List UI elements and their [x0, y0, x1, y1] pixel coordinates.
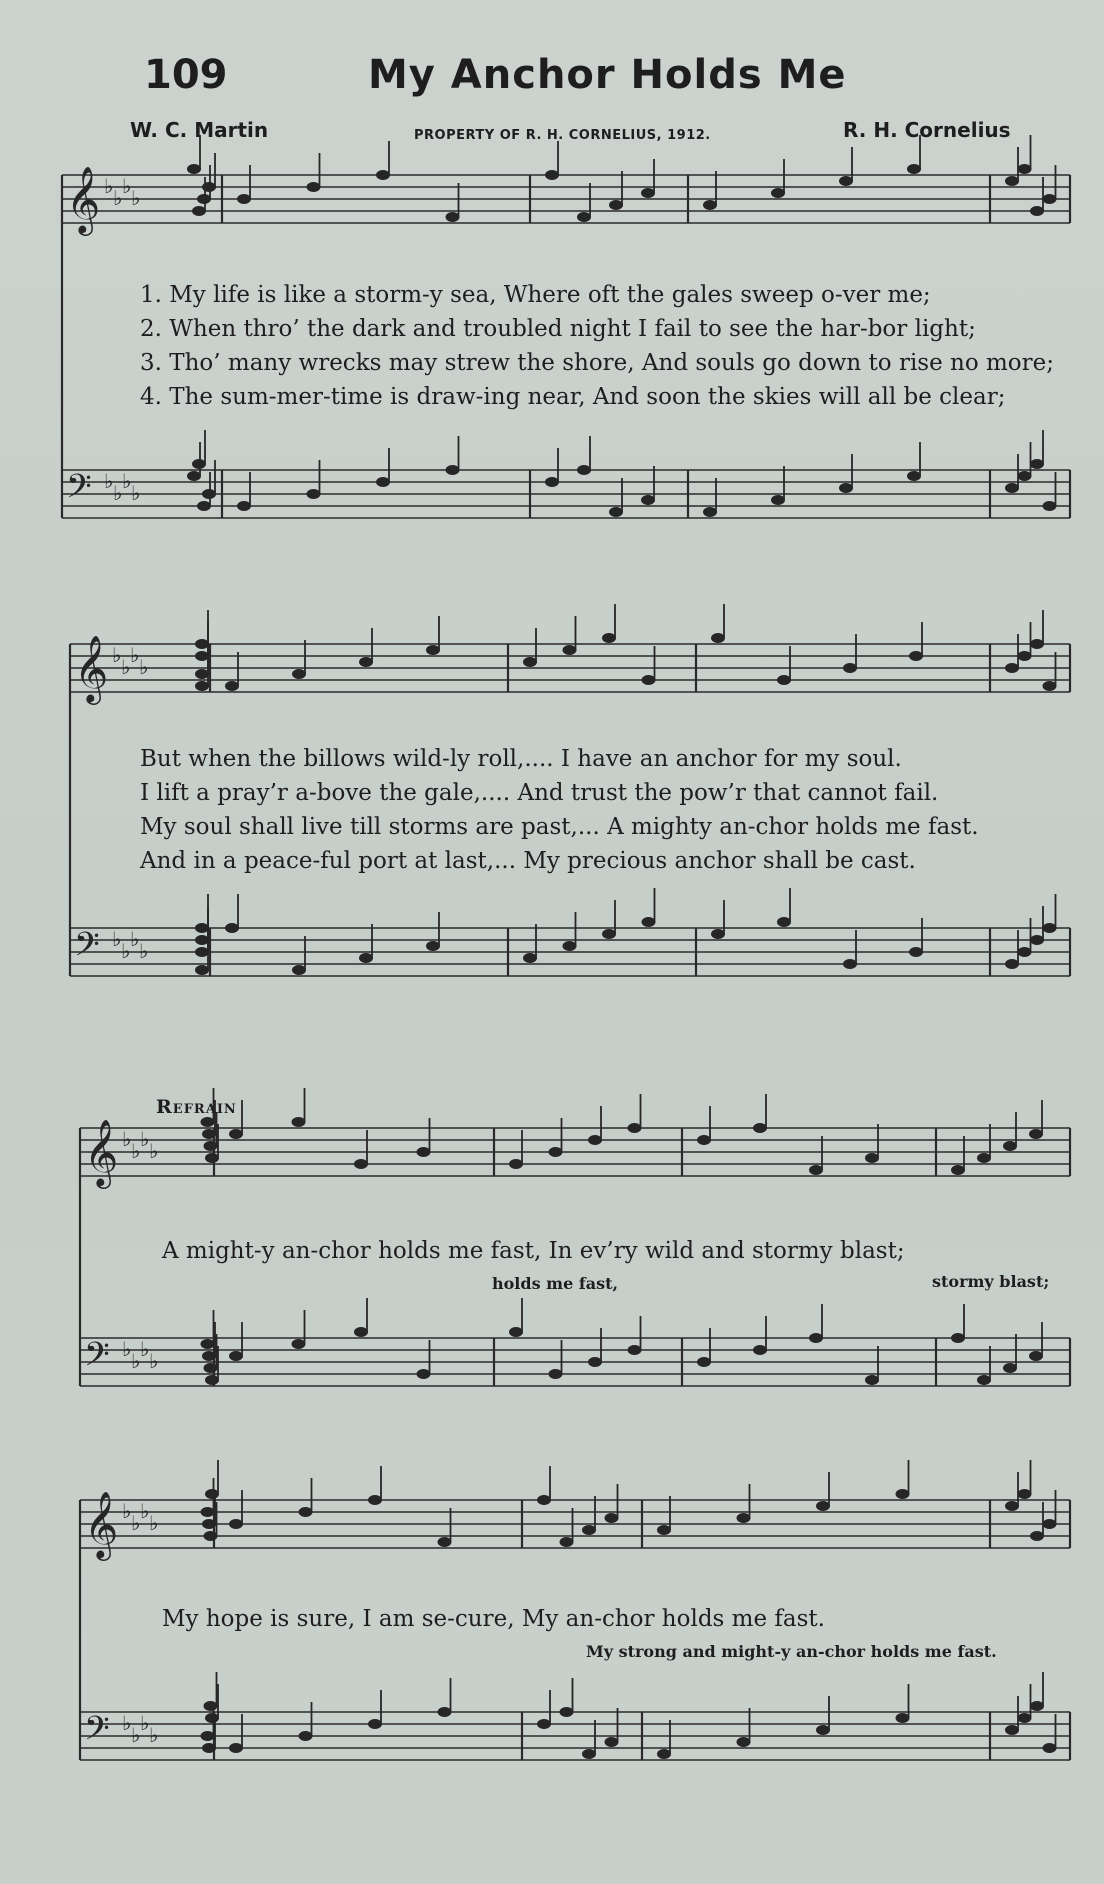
- note-head: [602, 929, 616, 939]
- note-head: [537, 1719, 551, 1729]
- composer-credit: R. H. Cornelius: [843, 118, 1011, 142]
- note-head: [909, 947, 923, 957]
- note-head: [537, 1495, 551, 1505]
- note-head: [201, 1731, 215, 1741]
- note-head: [703, 200, 717, 210]
- treble-clef: 𝄞: [84, 1490, 119, 1558]
- note-head: [951, 1165, 965, 1175]
- note-head: [225, 923, 239, 933]
- flat-sign: ♭: [104, 174, 114, 198]
- note-head: [1005, 1501, 1019, 1511]
- note-head: [951, 1333, 965, 1343]
- flat-sign: ♭: [113, 186, 123, 210]
- note-head: [195, 923, 209, 933]
- note-head: [641, 188, 655, 198]
- note-head: [1029, 1351, 1043, 1361]
- note-head: [753, 1345, 767, 1355]
- note-head: [237, 501, 251, 511]
- note-head: [229, 1519, 243, 1529]
- note-head: [563, 645, 577, 655]
- note-head: [438, 1707, 452, 1717]
- author-credit: W. C. Martin: [130, 118, 269, 142]
- note-head: [1018, 651, 1032, 661]
- flat-sign: ♭: [122, 1499, 132, 1523]
- note-head: [202, 1351, 216, 1361]
- note-head: [642, 675, 656, 685]
- note-head: [202, 182, 216, 192]
- note-head: [195, 651, 209, 661]
- note-head: [195, 947, 209, 957]
- note-head: [354, 1159, 368, 1169]
- note-head: [1043, 1743, 1057, 1753]
- note-head: [777, 675, 791, 685]
- note-head: [368, 1719, 382, 1729]
- note-head: [1030, 206, 1044, 216]
- note-head: [549, 1147, 563, 1157]
- flat-sign: ♭: [140, 1127, 150, 1151]
- note-head: [299, 1507, 313, 1517]
- note-head: [843, 663, 857, 673]
- note-head: [202, 1129, 216, 1139]
- note-head: [1029, 1129, 1043, 1139]
- note-head: [816, 1725, 830, 1735]
- note-head: [560, 1537, 574, 1547]
- note-head: [292, 1117, 306, 1127]
- note-head: [426, 645, 440, 655]
- flat-sign: ♭: [149, 1349, 159, 1373]
- note-head: [509, 1327, 523, 1337]
- flat-sign: ♭: [104, 469, 114, 493]
- note-head: [697, 1135, 711, 1145]
- flat-sign: ♭: [122, 1711, 132, 1735]
- hymn-number: 109: [144, 52, 228, 98]
- note-head: [549, 1369, 563, 1379]
- note-head: [368, 1495, 382, 1505]
- note-head: [1043, 923, 1057, 933]
- flat-sign: ♭: [140, 1499, 150, 1523]
- note-head: [205, 1713, 219, 1723]
- flat-sign: ♭: [122, 1127, 132, 1151]
- note-head: [809, 1333, 823, 1343]
- flat-sign: ♭: [131, 1511, 141, 1535]
- flat-sign: ♭: [130, 643, 140, 667]
- note-head: [192, 459, 206, 469]
- note-head: [192, 206, 206, 216]
- bass-clef: 𝄢: [74, 926, 100, 972]
- note-head: [907, 471, 921, 481]
- note-head: [229, 1743, 243, 1753]
- verse-line: 3. Tho’ many wrecks may strew the shore, And souls go down to rise no more;: [140, 350, 1055, 376]
- note-head: [1030, 935, 1044, 945]
- note-head: [697, 1357, 711, 1367]
- note-head: [1043, 501, 1057, 511]
- note-head: [299, 1731, 313, 1741]
- note-head: [753, 1123, 767, 1133]
- note-head: [195, 669, 209, 679]
- note-head: [1043, 1519, 1057, 1529]
- note-head: [657, 1749, 671, 1759]
- note-head: [1030, 639, 1044, 649]
- note-head: [703, 507, 717, 517]
- note-head: [865, 1375, 879, 1385]
- note-head: [205, 1153, 219, 1163]
- note-head: [197, 501, 211, 511]
- note-head: [582, 1525, 596, 1535]
- note-head: [1043, 194, 1057, 204]
- flat-sign: ♭: [149, 1511, 159, 1535]
- note-head: [204, 1531, 218, 1541]
- note-head: [359, 657, 373, 667]
- refrain-lyric: A might-y an-chor holds me fast, In ev’ry wild and stormy blast;: [162, 1238, 905, 1264]
- note-head: [426, 941, 440, 951]
- note-head: [376, 170, 390, 180]
- note-head: [771, 495, 785, 505]
- flat-sign: ♭: [131, 1349, 141, 1373]
- note-head: [816, 1501, 830, 1511]
- note-head: [602, 633, 616, 643]
- note-head: [711, 929, 725, 939]
- flat-sign: ♭: [121, 939, 131, 963]
- note-head: [809, 1165, 823, 1175]
- note-head: [605, 1737, 619, 1747]
- note-head: [545, 170, 559, 180]
- note-head: [977, 1375, 991, 1385]
- flat-sign: ♭: [112, 927, 122, 951]
- note-head: [771, 188, 785, 198]
- flat-sign: ♭: [122, 1337, 132, 1361]
- note-head: [1005, 1725, 1019, 1735]
- note-head: [204, 1363, 218, 1373]
- note-head: [896, 1489, 910, 1499]
- flat-sign: ♭: [122, 469, 132, 493]
- note-head: [202, 489, 216, 499]
- note-head: [237, 194, 251, 204]
- note-head: [909, 651, 923, 661]
- note-head: [588, 1357, 602, 1367]
- note-head: [1005, 176, 1019, 186]
- note-head: [1018, 164, 1032, 174]
- flat-sign: ♭: [130, 927, 140, 951]
- treble-clef: 𝄞: [66, 165, 101, 233]
- note-head: [202, 1743, 216, 1753]
- note-head: [523, 657, 537, 667]
- note-head: [628, 1345, 642, 1355]
- flat-sign: ♭: [122, 174, 132, 198]
- note-head: [417, 1147, 431, 1157]
- note-head: [628, 1123, 642, 1133]
- note-head: [1030, 1701, 1044, 1711]
- note-head: [1003, 1363, 1017, 1373]
- flat-sign: ♭: [131, 1723, 141, 1747]
- note-head: [376, 477, 390, 487]
- note-head: [446, 465, 460, 475]
- flat-sign: ♭: [139, 655, 149, 679]
- note-head: [229, 1351, 243, 1361]
- note-head: [1030, 459, 1044, 469]
- note-head: [201, 1507, 215, 1517]
- note-head: [641, 495, 655, 505]
- note-head: [1018, 471, 1032, 481]
- note-head: [417, 1369, 431, 1379]
- note-head: [202, 1519, 216, 1529]
- note-head: [657, 1525, 671, 1535]
- note-head: [839, 483, 853, 493]
- flat-sign: ♭: [131, 1139, 141, 1163]
- note-head: [609, 200, 623, 210]
- note-head: [560, 1707, 574, 1717]
- bass-clef: 𝄢: [84, 1710, 110, 1756]
- note-head: [292, 965, 306, 975]
- note-head: [187, 471, 201, 481]
- echo-lyric: My strong and might-y an-chor holds me fast.: [586, 1642, 997, 1661]
- note-head: [292, 1339, 306, 1349]
- note-head: [307, 489, 321, 499]
- note-head: [1043, 681, 1057, 691]
- note-head: [1005, 663, 1019, 673]
- note-head: [1005, 483, 1019, 493]
- treble-clef: 𝄞: [74, 634, 109, 702]
- flat-sign: ♭: [149, 1139, 159, 1163]
- note-head: [711, 633, 725, 643]
- verse-line: My soul shall live till storms are past,... A mighty an-chor holds me fast.: [140, 814, 979, 840]
- note-head: [1005, 959, 1019, 969]
- note-head: [896, 1713, 910, 1723]
- note-head: [839, 176, 853, 186]
- note-head: [1018, 1489, 1032, 1499]
- note-head: [195, 965, 209, 975]
- note-head: [977, 1153, 991, 1163]
- verse-line: And in a peace-ful port at last,... My precious anchor shall be cast.: [140, 848, 916, 874]
- bass-clef: 𝄢: [84, 1336, 110, 1382]
- note-head: [446, 212, 460, 222]
- note-head: [523, 953, 537, 963]
- flat-sign: ♭: [131, 481, 141, 505]
- verse-line: 2. When thro’ the dark and troubled night I fail to see the har-bor light;: [140, 316, 976, 342]
- note-head: [1030, 1531, 1044, 1541]
- note-head: [204, 1701, 218, 1711]
- note-head: [1018, 947, 1032, 957]
- copyright-notice: PROPERTY OF R. H. CORNELIUS, 1912.: [414, 128, 711, 143]
- flat-sign: ♭: [149, 1723, 159, 1747]
- note-head: [1003, 1141, 1017, 1151]
- note-head: [201, 1339, 215, 1349]
- bass-clef: 𝄢: [66, 468, 92, 514]
- note-head: [195, 639, 209, 649]
- verse-line: But when the billows wild-ly roll,.... I have an anchor for my soul.: [140, 746, 902, 772]
- note-head: [563, 941, 577, 951]
- treble-clef: 𝄞: [84, 1118, 119, 1186]
- note-head: [359, 953, 373, 963]
- verse-line: I lift a pray’r a-bove the gale,.... And trust the pow’r that cannot fail.: [140, 780, 939, 806]
- note-head: [438, 1537, 452, 1547]
- note-head: [205, 1375, 219, 1385]
- refrain-lyric: My hope is sure, I am se-cure, My an-chor holds me fast.: [162, 1606, 825, 1632]
- note-head: [865, 1153, 879, 1163]
- note-head: [609, 507, 623, 517]
- note-head: [1018, 1713, 1032, 1723]
- note-head: [204, 1141, 218, 1151]
- flat-sign: ♭: [140, 1711, 150, 1735]
- flat-sign: ♭: [112, 643, 122, 667]
- hymn-title: My Anchor Holds Me: [368, 52, 847, 98]
- note-head: [588, 1135, 602, 1145]
- note-head: [737, 1513, 751, 1523]
- flat-sign: ♭: [131, 186, 141, 210]
- note-head: [195, 681, 209, 691]
- flat-sign: ♭: [121, 655, 131, 679]
- note-head: [187, 164, 201, 174]
- note-head: [582, 1749, 596, 1759]
- note-head: [605, 1513, 619, 1523]
- note-head: [907, 164, 921, 174]
- note-head: [737, 1737, 751, 1747]
- note-head: [509, 1159, 523, 1169]
- note-head: [225, 681, 239, 691]
- note-head: [307, 182, 321, 192]
- echo-lyric: stormy blast;: [932, 1272, 1050, 1291]
- note-head: [843, 959, 857, 969]
- note-head: [197, 194, 211, 204]
- note-head: [201, 1117, 215, 1127]
- verse-line: 4. The sum-mer-time is draw-ing near, And soon the skies will all be clear;: [140, 384, 1006, 410]
- note-head: [577, 465, 591, 475]
- note-head: [292, 669, 306, 679]
- refrain-label: Refrain: [156, 1096, 237, 1118]
- note-head: [229, 1129, 243, 1139]
- flat-sign: ♭: [140, 1337, 150, 1361]
- note-head: [354, 1327, 368, 1337]
- note-head: [205, 1489, 219, 1499]
- note-head: [195, 935, 209, 945]
- note-head: [577, 212, 591, 222]
- flat-sign: ♭: [139, 939, 149, 963]
- flat-sign: ♭: [113, 481, 123, 505]
- note-head: [545, 477, 559, 487]
- note-head: [777, 917, 791, 927]
- verse-line: 1. My life is like a storm-y sea, Where oft the gales sweep o-ver me;: [140, 282, 931, 308]
- echo-lyric: holds me fast,: [492, 1274, 619, 1293]
- note-head: [642, 917, 656, 927]
